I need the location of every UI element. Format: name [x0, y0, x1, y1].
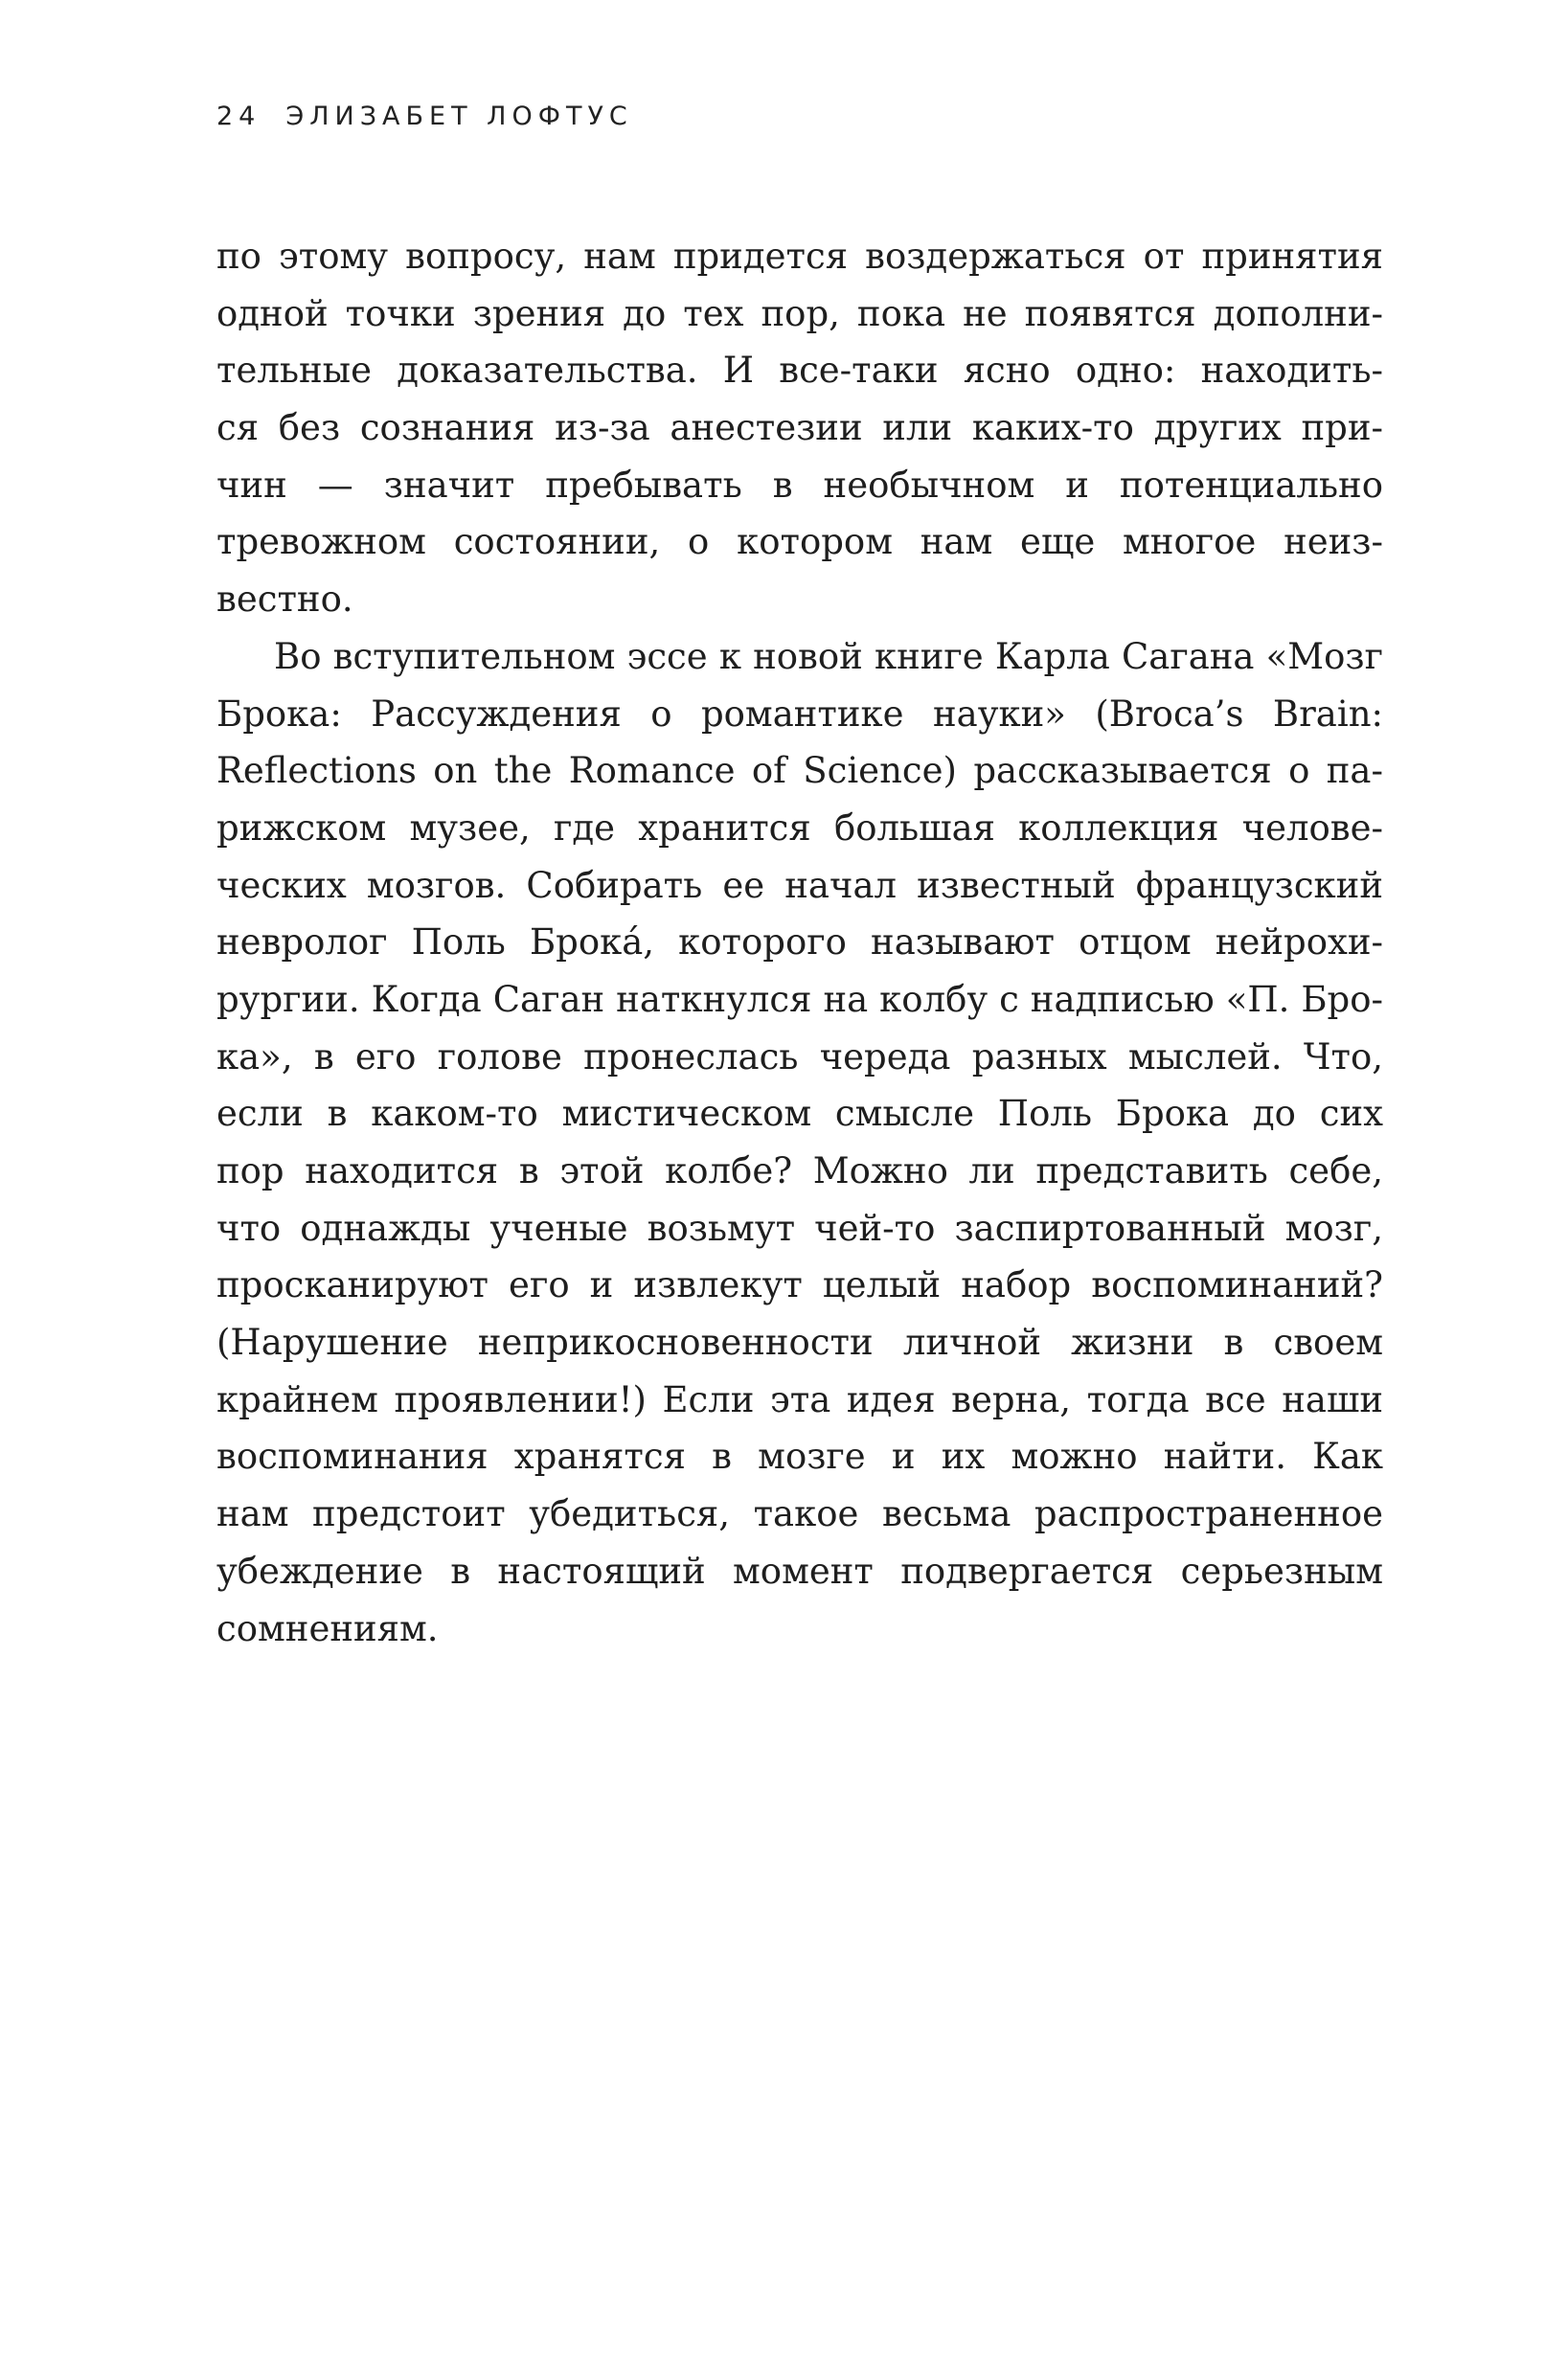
- running-header: [216, 102, 633, 131]
- text-line: ка», в его голове пронеслась череда разных мыслей. Что,: [216, 1035, 1383, 1078]
- text-line: невролог Поль Брока́, которого называют отцом нейрохи-: [216, 921, 1383, 964]
- text-line: сомнениям.: [216, 1607, 439, 1649]
- page-number: 24: [216, 102, 261, 131]
- text-line: Reflections on the Romance of Science) рассказывается о па-: [216, 750, 1383, 792]
- text-line: (Нарушение неприкосновенности личной жизни в своем: [216, 1322, 1383, 1364]
- text-line: ческих мозгов. Собирать ее начал известный французский: [216, 864, 1383, 906]
- text-line: рургии. Когда Саган наткнулся на колбу с надписью «П. Бро-: [216, 978, 1383, 1020]
- text-line: Во вступительном эссе к новой книге Карла Сагана «Мозг: [274, 635, 1383, 677]
- text-line: если в каком-то мистическом смысле Поль Брока до сих: [216, 1093, 1383, 1135]
- paragraph: [216, 228, 1383, 628]
- text-line: убеждение в настоящий момент подвергается серьезным: [216, 1550, 1383, 1592]
- text-line: пор находится в этой колбе? Можно ли представить себе,: [216, 1150, 1383, 1191]
- text-line: тельные доказательства. И все-таки ясно одно: находить-: [216, 350, 1383, 392]
- text-line: вестно.: [216, 579, 353, 621]
- running-title: ЭЛИЗАБЕТ ЛОФТУС: [285, 102, 633, 131]
- body-text: [216, 228, 1383, 1657]
- text-line: Брока: Рассуждения о романтике науки» (Broca’s Brain:: [216, 692, 1383, 735]
- text-line: по этому вопросу, нам придется воздержаться от принятия: [216, 236, 1383, 277]
- text-line: чин — значит пребывать в необычном и потенциально: [216, 464, 1383, 506]
- text-line: рижском музее, где хранится большая коллекция челове-: [216, 806, 1383, 849]
- text-line: просканируют его и извлекут целый набор воспоминаний?: [216, 1264, 1383, 1306]
- text-line: что однажды ученые возьмут чей-то заспиртованный мозг,: [216, 1207, 1383, 1249]
- text-line: тревожном состоянии, о котором нам еще многое неиз-: [216, 521, 1383, 563]
- text-line: ся без сознания из-за анестезии или каких-то других при-: [216, 407, 1383, 449]
- text-line: одной точки зрения до тех пор, пока не появятся дополни-: [216, 292, 1383, 334]
- text-line: крайнем проявлении!) Если эта идея верна, тогда все наши: [216, 1378, 1383, 1420]
- text-line: воспоминания хранятся в мозге и их можно найти. Как: [216, 1436, 1383, 1478]
- text-line: нам предстоит убедиться, такое весьма распространенное: [216, 1493, 1383, 1535]
- paragraph: [216, 628, 1383, 1657]
